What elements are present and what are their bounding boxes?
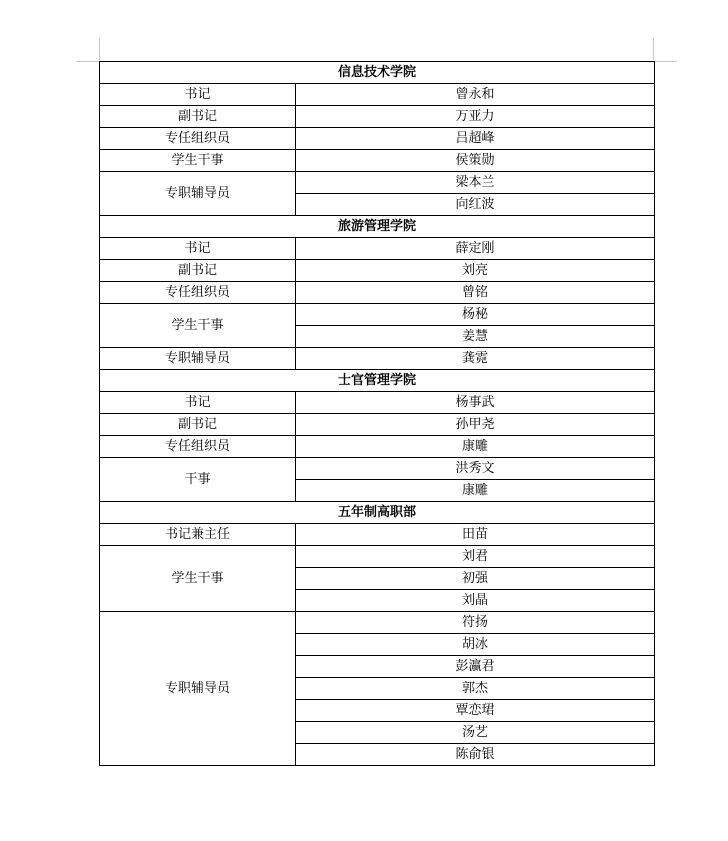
name-cell: 郭杰 bbox=[296, 678, 655, 700]
name-cell: 姜慧 bbox=[296, 326, 655, 348]
role-cell: 专任组织员 bbox=[100, 282, 296, 304]
name-cell: 龚霓 bbox=[296, 348, 655, 370]
name-cell: 梁本兰 bbox=[296, 172, 655, 194]
name-cell: 薛定刚 bbox=[296, 238, 655, 260]
margin-corner-mark bbox=[99, 38, 100, 60]
table-row bbox=[100, 546, 655, 568]
margin-corner-mark bbox=[653, 38, 654, 60]
table-row bbox=[100, 392, 655, 414]
name-cell: 胡冰 bbox=[296, 634, 655, 656]
name-cell: 侯策勋 bbox=[296, 150, 655, 172]
table-row bbox=[100, 84, 655, 106]
section-header-row bbox=[100, 216, 655, 238]
name-cell: 康雕 bbox=[296, 480, 655, 502]
name-cell: 向红波 bbox=[296, 194, 655, 216]
name-cell: 刘晶 bbox=[296, 590, 655, 612]
table-row bbox=[100, 238, 655, 260]
name-cell: 初强 bbox=[296, 568, 655, 590]
section-title: 五年制高职部 bbox=[100, 502, 655, 524]
table-row bbox=[100, 524, 655, 546]
role-cell: 专任组织员 bbox=[100, 128, 296, 150]
table-row bbox=[100, 612, 655, 634]
role-cell: 书记 bbox=[100, 392, 296, 414]
table-row bbox=[100, 304, 655, 326]
section-title: 旅游管理学院 bbox=[100, 216, 655, 238]
section-header-row bbox=[100, 502, 655, 524]
name-cell: 刘君 bbox=[296, 546, 655, 568]
name-cell: 覃恋珺 bbox=[296, 700, 655, 722]
name-cell: 曾铭 bbox=[296, 282, 655, 304]
name-cell: 刘亮 bbox=[296, 260, 655, 282]
name-cell: 洪秀文 bbox=[296, 458, 655, 480]
table-row bbox=[100, 414, 655, 436]
role-cell: 副书记 bbox=[100, 260, 296, 282]
role-cell: 专职辅导员 bbox=[100, 348, 296, 370]
name-cell: 彭瀛君 bbox=[296, 656, 655, 678]
table-row bbox=[100, 150, 655, 172]
name-cell: 孙甲尧 bbox=[296, 414, 655, 436]
section-header-row bbox=[100, 62, 655, 84]
name-cell: 陈俞银 bbox=[296, 744, 655, 766]
name-cell: 田苗 bbox=[296, 524, 655, 546]
table-row bbox=[100, 260, 655, 282]
name-cell: 吕超峰 bbox=[296, 128, 655, 150]
table-row bbox=[100, 436, 655, 458]
section-title: 士官管理学院 bbox=[100, 370, 655, 392]
name-cell: 杨事武 bbox=[296, 392, 655, 414]
table-row bbox=[100, 282, 655, 304]
table-row bbox=[100, 128, 655, 150]
role-cell: 专任组织员 bbox=[100, 436, 296, 458]
name-cell: 汤艺 bbox=[296, 722, 655, 744]
table-row bbox=[100, 106, 655, 128]
name-cell: 杨秘 bbox=[296, 304, 655, 326]
role-cell: 副书记 bbox=[100, 414, 296, 436]
margin-corner-mark bbox=[653, 61, 677, 62]
table-row bbox=[100, 348, 655, 370]
role-cell: 副书记 bbox=[100, 106, 296, 128]
role-cell: 专职辅导员 bbox=[100, 612, 296, 766]
role-cell: 学生干事 bbox=[100, 546, 296, 612]
role-cell: 书记 bbox=[100, 84, 296, 106]
role-cell: 专职辅导员 bbox=[100, 172, 296, 216]
margin-corner-mark bbox=[76, 61, 100, 62]
table-row bbox=[100, 172, 655, 194]
role-cell: 书记兼主任 bbox=[100, 524, 296, 546]
role-cell: 学生干事 bbox=[100, 150, 296, 172]
name-cell: 康雕 bbox=[296, 436, 655, 458]
section-header-row bbox=[100, 370, 655, 392]
section-title: 信息技术学院 bbox=[100, 62, 655, 84]
name-cell: 曾永和 bbox=[296, 84, 655, 106]
table-row bbox=[100, 458, 655, 480]
role-cell: 学生干事 bbox=[100, 304, 296, 348]
name-cell: 符扬 bbox=[296, 612, 655, 634]
role-cell: 书记 bbox=[100, 238, 296, 260]
staff-roster-table bbox=[99, 61, 655, 766]
name-cell: 万亚力 bbox=[296, 106, 655, 128]
role-cell: 干事 bbox=[100, 458, 296, 502]
